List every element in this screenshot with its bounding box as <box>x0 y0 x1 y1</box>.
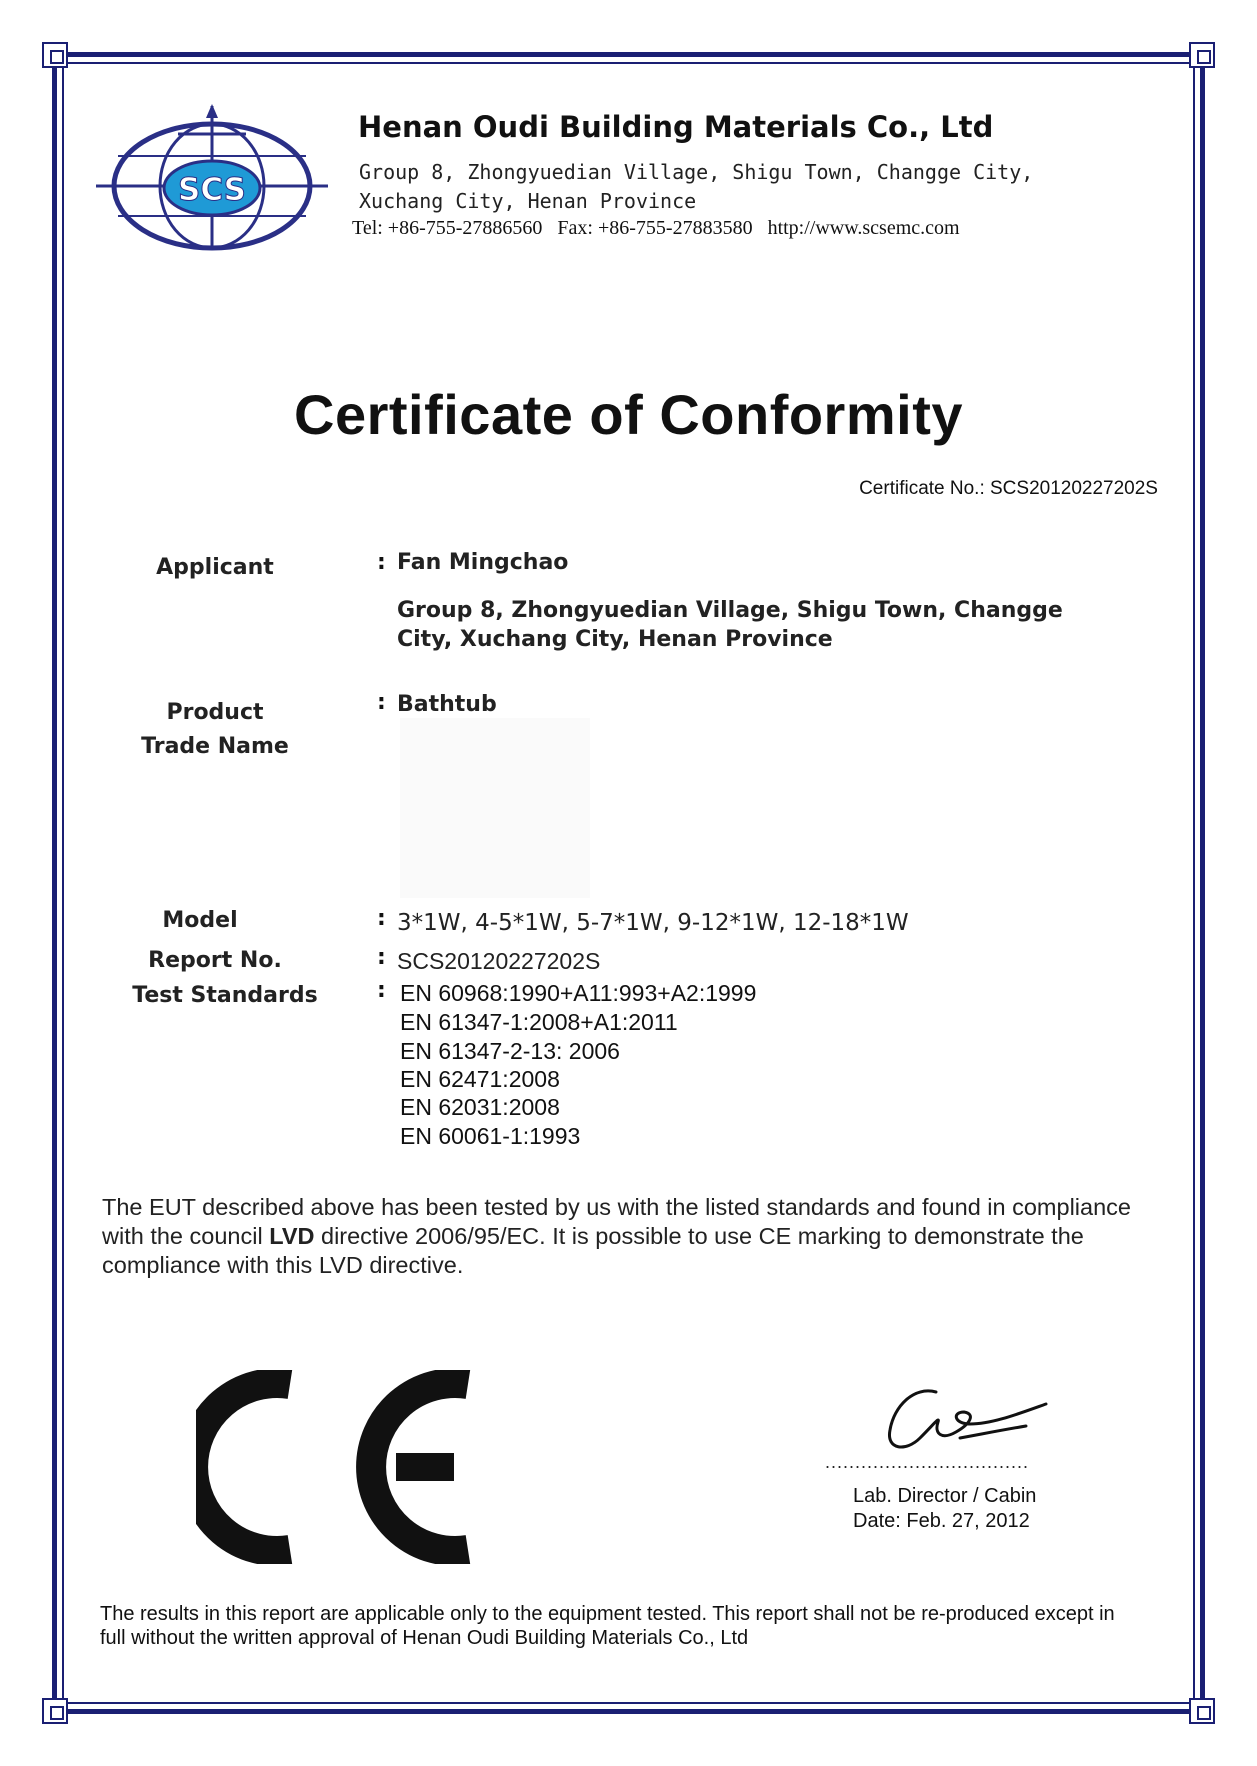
company-contact: Tel: +86-755-27886560 Fax: +86-755-27883580 http://www.scsemc.com <box>352 217 960 239</box>
ce-mark-logo <box>196 1370 482 1564</box>
corner-ornament-tl <box>42 42 68 68</box>
standard-item: EN 62031:2008 <box>400 1094 560 1120</box>
company-address-line1: Group 8, Zhongyuedian Village, Shigu Town, Changge City, <box>359 160 1034 184</box>
product-colon: : <box>377 690 386 715</box>
product-label: Product <box>166 700 264 725</box>
logo-text: SCS <box>178 172 246 208</box>
company-address-line2: Xuchang City, Henan Province <box>359 189 697 213</box>
signature-date: Date: Feb. 27, 2012 <box>853 1510 1030 1532</box>
model-colon: : <box>377 906 386 931</box>
certificate-number: Certificate No.: SCS20120227202S <box>859 478 1158 499</box>
test-standards-label: Test Standards <box>132 983 318 1008</box>
applicant-address-line2: City, Xuchang City, Henan Province <box>397 627 833 652</box>
report-no-label: Report No. <box>148 948 282 973</box>
conformity-statement <box>102 1193 1142 1280</box>
report-no-value: SCS20120227202S <box>397 948 601 974</box>
scs-globe-logo <box>96 104 328 254</box>
statement-part2: directive 2006/95/EC. It is possible to use CE marking to demonstrate the compliance with this LVD directive. <box>102 1223 1084 1278</box>
trade-name-label: Trade Name <box>141 734 289 759</box>
standard-item: EN 61347-2-13: 2006 <box>400 1038 620 1064</box>
signer-block <box>853 1484 1036 1534</box>
redacted-area <box>400 718 590 898</box>
signer-role: Lab. Director / Cabin <box>853 1485 1037 1507</box>
statement-part1: The EUT described above has been tested by us with the listed standards and found in compliance with the council <box>102 1194 1131 1249</box>
standard-item: EN 61347-1:2008+A1:2011 <box>400 1009 678 1035</box>
corner-ornament-bl <box>42 1698 68 1724</box>
applicant-label: Applicant <box>156 555 274 580</box>
certificate-title: Certificate of Conformity <box>294 383 963 446</box>
report-no-colon: : <box>377 945 386 970</box>
applicant-name: Fan Mingchao <box>397 550 569 575</box>
applicant-address-line1: Group 8, Zhongyuedian Village, Shigu Town, Changge <box>397 598 1063 623</box>
model-label: Model <box>162 908 238 933</box>
company-name: Henan Oudi Building Materials Co., Ltd <box>358 110 994 144</box>
director-signature <box>880 1378 1060 1458</box>
standard-item: EN 60968:1990+A11:993+A2:1999 <box>400 980 757 1006</box>
footer-disclaimer: The results in this report are applicable only to the equipment tested. This report shall not be re-produced except in full without the written approval of Henan Oudi Building Materials Co., Ltd <box>100 1603 1115 1649</box>
corner-ornament-tr <box>1189 42 1215 68</box>
corner-ornament-br <box>1189 1698 1215 1724</box>
signature-line: .................................. <box>825 1452 1030 1472</box>
company-address <box>359 158 1119 216</box>
test-standards-colon: : <box>377 978 386 1003</box>
applicant-colon: : <box>377 550 386 575</box>
model-value: 3*1W, 4-5*1W, 5-7*1W, 9-12*1W, 12-18*1W <box>397 910 909 936</box>
statement-lvd: LVD <box>269 1223 315 1249</box>
standard-item: EN 62471:2008 <box>400 1066 560 1092</box>
standard-item: EN 60061-1:1993 <box>400 1123 581 1149</box>
product-value: Bathtub <box>397 692 497 717</box>
